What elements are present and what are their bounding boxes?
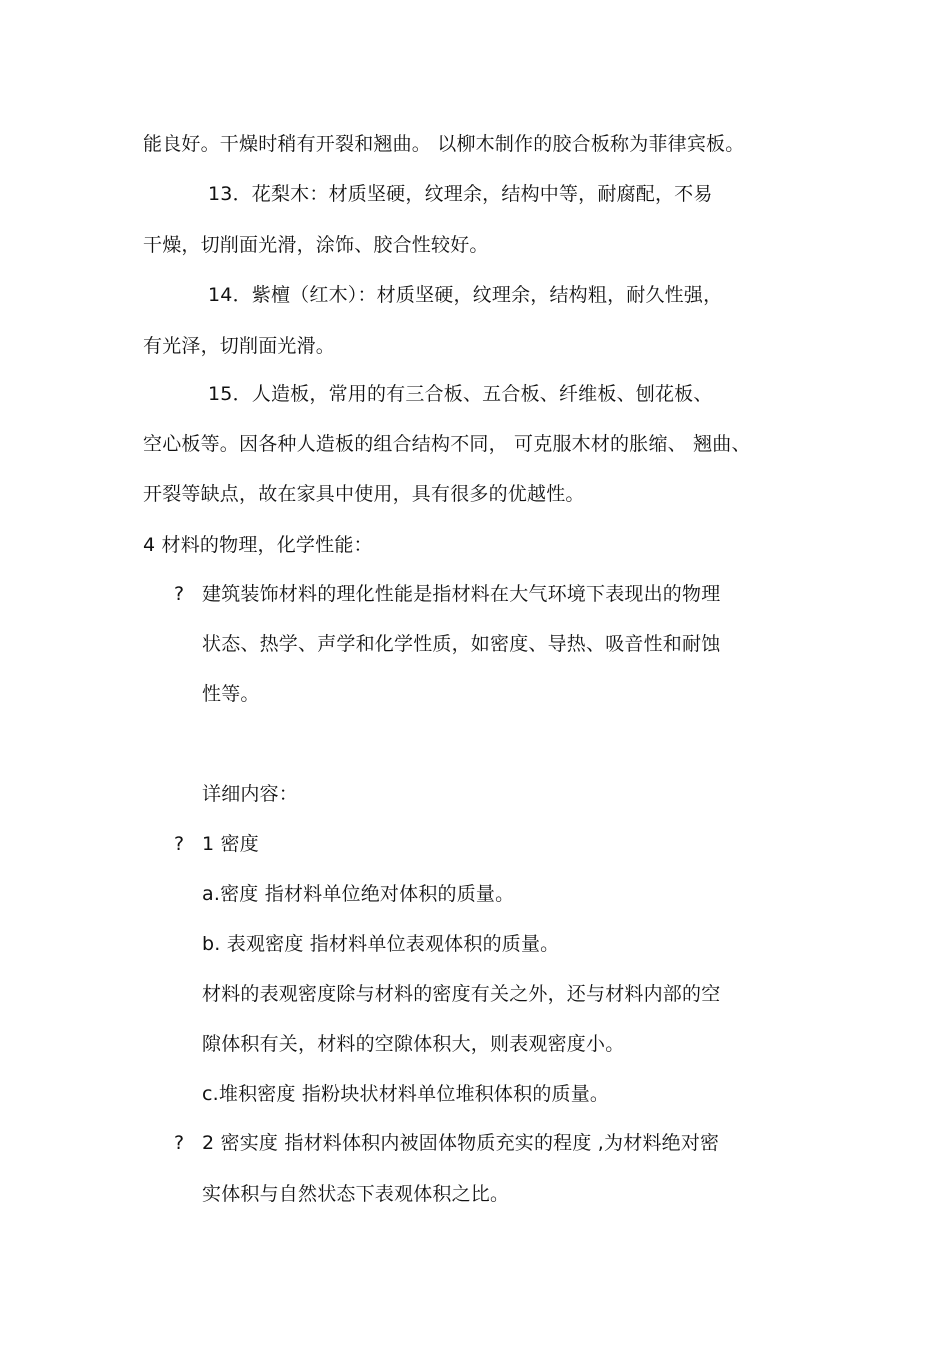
intro-line-2: 状态、热学、声学和化学性质，如密度、导热、吸音性和耐蚀 xyxy=(202,633,721,655)
density-a: a.密度 指材料单位绝对体积的质量。 xyxy=(202,883,515,905)
compactness-line-1: 2 密实度 指材料体积内被固体物质充实的程度 ,为材料绝对密 xyxy=(202,1132,720,1154)
bullet-marker: ? xyxy=(174,583,185,605)
paragraph-line: 能良好。干燥时稍有开裂和翘曲。 以柳木制作的胶合板称为菲律宾板。 xyxy=(143,133,745,155)
density-b: b. 表观密度 指材料单位表观体积的质量。 xyxy=(202,933,560,955)
intro-line-3: 性等。 xyxy=(202,683,260,705)
item-15-line-1: 15．人造板，常用的有三合板、五合板、纤维板、刨花板、 xyxy=(208,383,713,405)
density-title: 1 密度 xyxy=(202,833,259,855)
bullet-marker: ? xyxy=(174,1132,185,1154)
item-14-line-2: 有光泽，切削面光滑。 xyxy=(143,335,336,357)
intro-line-1: 建筑装饰材料的理化性能是指材料在大气环境下表现出的物理 xyxy=(202,583,721,605)
compactness-line-2: 实体积与自然状态下表观体积之比。 xyxy=(202,1183,510,1205)
bullet-marker: ? xyxy=(174,833,185,855)
item-14-line-1: 14．紫檀（红木）：材质坚硬，纹理余，结构粗，耐久性强， xyxy=(208,284,723,306)
density-note-line-2: 隙体积有关，材料的空隙体积大，则表观密度小。 xyxy=(202,1033,625,1055)
item-13-line-2: 干燥，切削面光滑，涂饰、胶合性较好。 xyxy=(143,234,489,256)
detail-label: 详细内容： xyxy=(202,783,299,805)
section-heading: 4 材料的物理，化学性能： xyxy=(143,534,373,556)
density-c: c.堆积密度 指粉块状材料单位堆积体积的质量。 xyxy=(202,1083,610,1105)
density-note-line-1: 材料的表观密度除与材料的密度有关之外，还与材料内部的空 xyxy=(202,983,721,1005)
item-15-line-2: 空心板等。因各种人造板的组合结构不同， 可克服木材的胀缩、 翘曲、 xyxy=(143,433,751,455)
item-13-line-1: 13．花梨木：材质坚硬，纹理余，结构中等，耐腐配，不易 xyxy=(208,183,713,205)
item-15-line-3: 开裂等缺点，故在家具中使用，具有很多的优越性。 xyxy=(143,483,585,505)
